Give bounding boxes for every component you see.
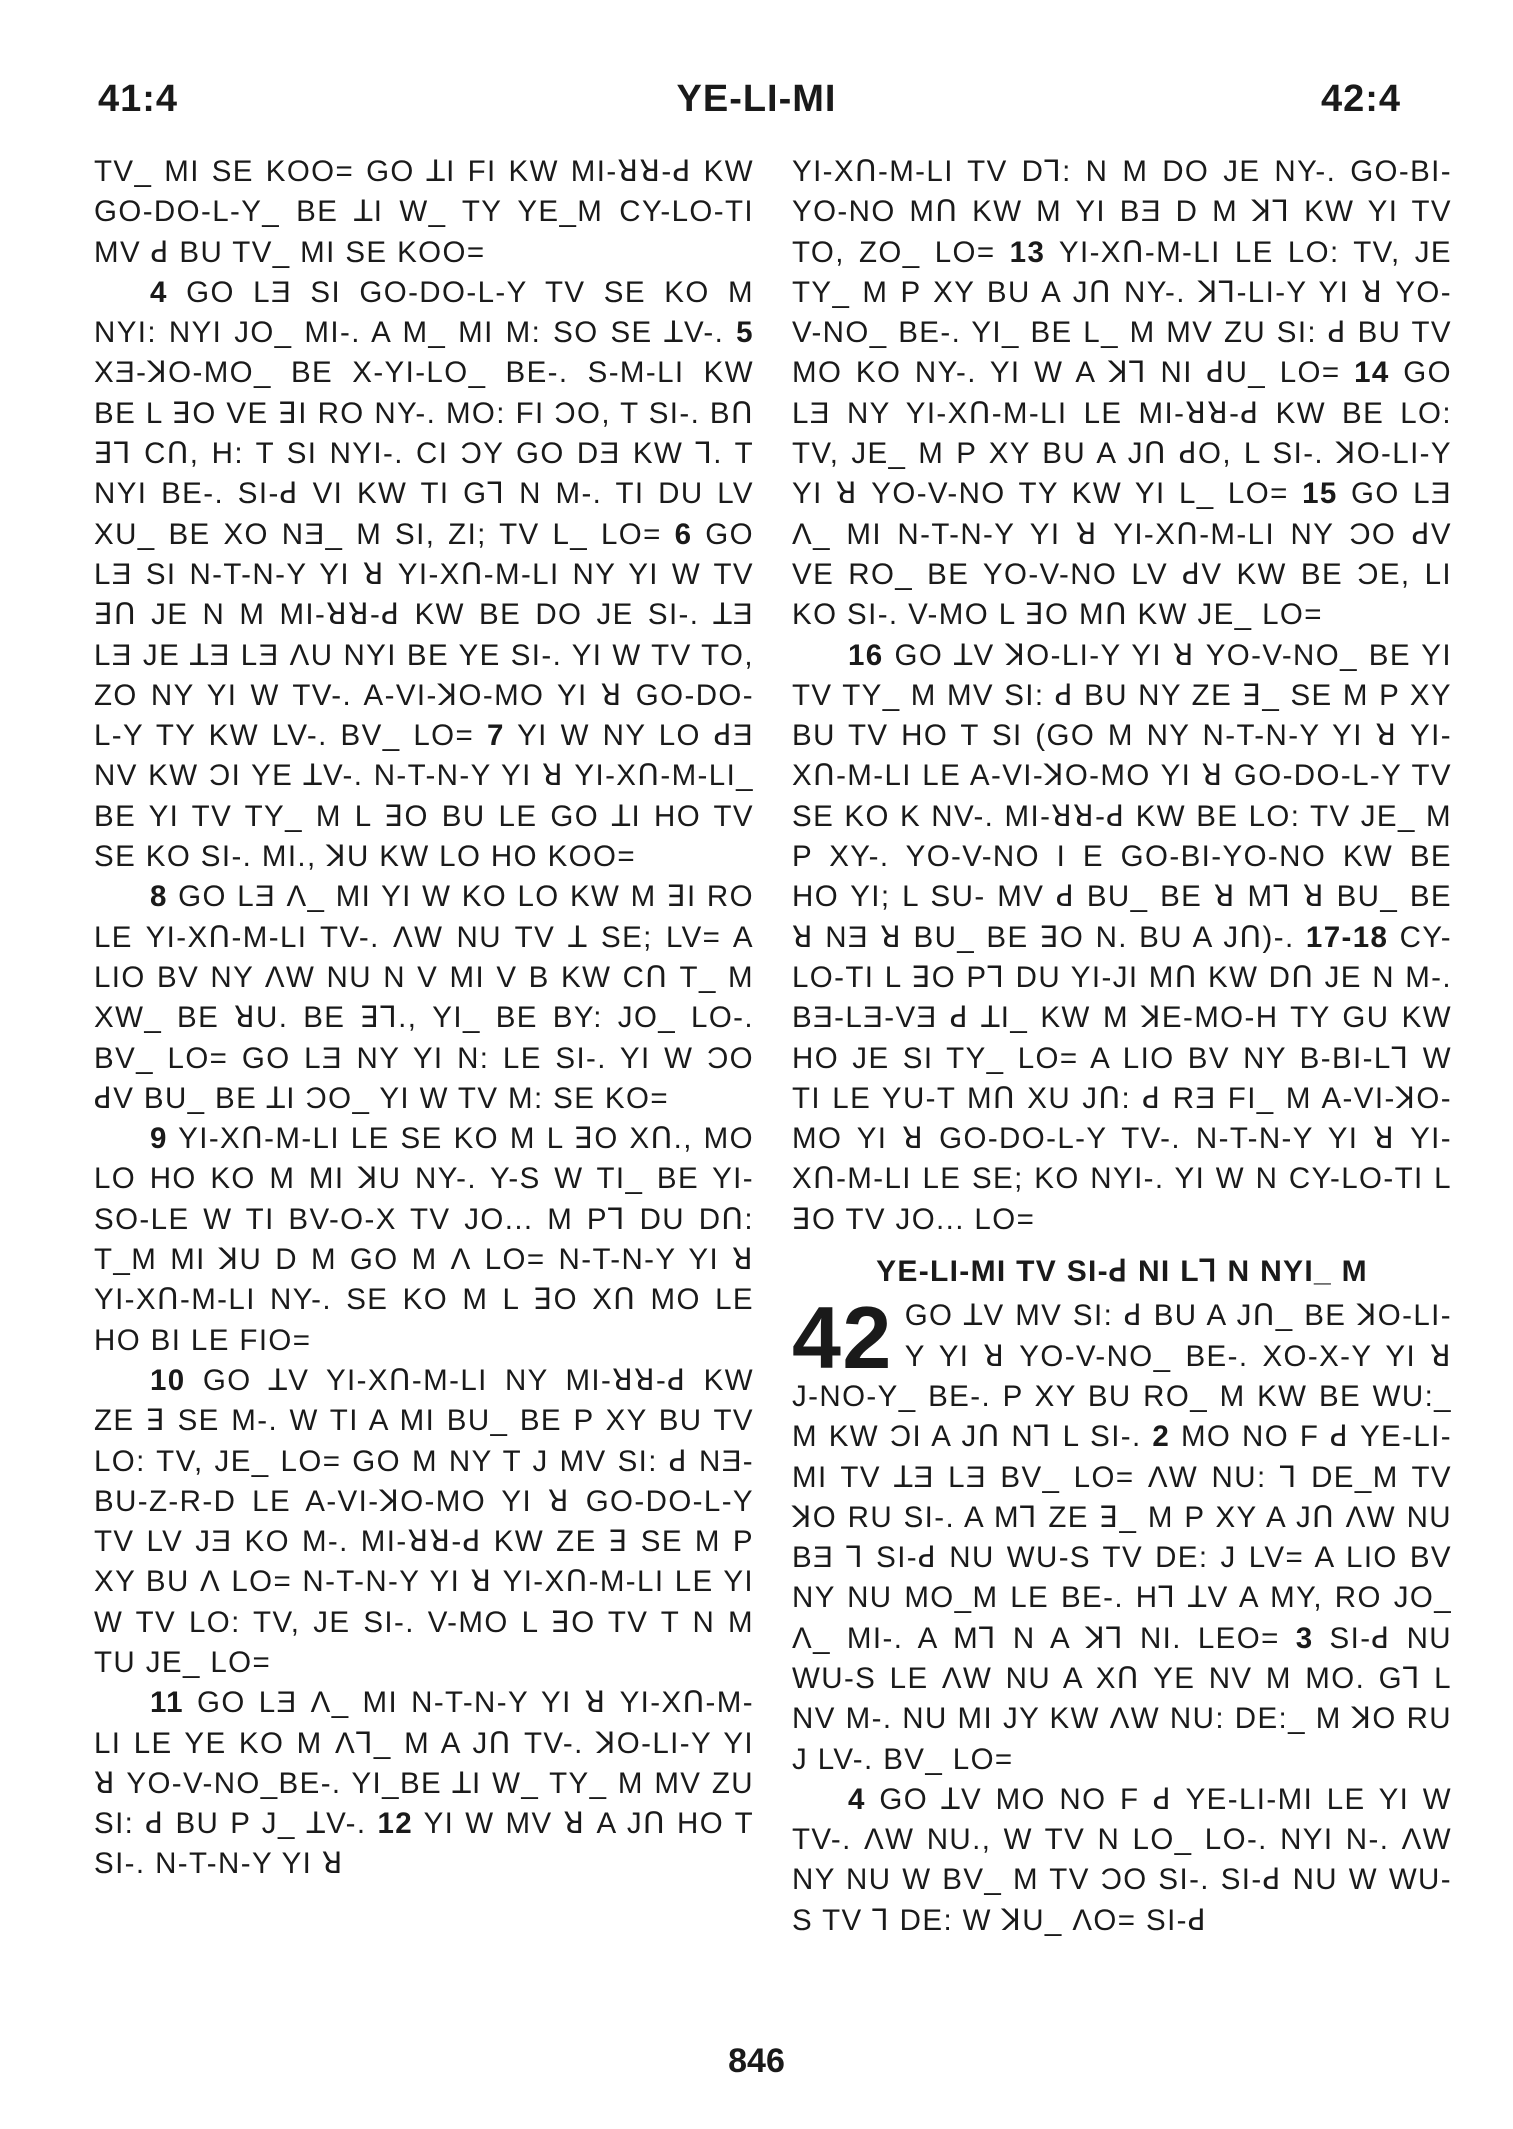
verse-paragraph — [94, 152, 754, 273]
verse-number: 14 — [1354, 356, 1390, 390]
verse-text: GO LƎ Ʌ_ MI YI W KO LO KW M ꓱI RO LE YI-XՈ-M-LI TV-. ɅW NU TV ꓕ SE; LV= A LIO BV NY ɅW NU N V MI V B KW CՈ T_ M XW_ BE ꓤU. BE ꓱ⅂., YI_ BE BY: JO_ LO-. BV_ LO= GO LƎ NY YI N: LE SI-. YI W ƆO ꓒV BU_ BE ꓕI ƆO_ YI W TV M: SE KO= — [94, 880, 754, 1115]
verse-paragraph — [94, 1683, 754, 1884]
verse-text: GO LƎ SI GO-DO-L-Y TV SE KO M NYI: NYI JO_ MI-. A M_ MI M: SO SE ꓕV-. — [94, 275, 754, 350]
verse-text: GO ꓕV YI-XՈ-M-LI NY MI-ꓤꓤ-ꓒ KW ZE ꓱ SE M-. W TI A MI BU_ BE P XY BU TV LO: TV, JE_ LO= GO M NY T J MV SI: ꓒ NƎ-BU-Z-R-D LE A-VI-ꓘO-MO YI ꓤ GO-DO-L-Y TV LV JƎ KO M-. MI-ꓤꓤ-ꓒ KW ZE ꓱ SE M P XY BU Ʌ LO= N-T-N-Y YI ꓤ YI-XՈ-M-LI LE YI W TV LO: TV, JE SI-. V-MO L ꓱO TV T N M TU JE_ LO= — [94, 1363, 754, 1679]
verse-number: 11 — [150, 1686, 184, 1720]
verse-text: XƎ-ꓘO-MO_ BE X-YI-LO_ BE-. S-M-LI KW BE L ꓱO VE ꓱI RO NY-. MO: FI ƆO, T SI-. BՈ ꓱ⅂ CՈ, H: T SI NYI-. CI ƆY GO DƎ KW ⅂. T NYI BE-. SI-ꓒ VI KW TI G⅂ N M-. TI DU LV XU_ BE XO NƎ_ M SI, ZI; TV L_ LO= — [94, 356, 754, 551]
verse-text: YI W MV ꓤ A JՈ HO T SI-. N-T-N-Y YI ꓤ — [94, 1807, 754, 1881]
verse-text: SI-ꓒ NU WU-S LE ɅW NU A XՈ YE NV M MO. G⅂ L NV M-. NU MI JY KW ɅW NU: DE:_ M ꓘO RU J LV-. BV_ LO= — [792, 1621, 1452, 1776]
verse-number: 4 — [848, 1782, 866, 1816]
verse-text: GO LƎ SI N-T-N-Y YI ꓤ YI-XՈ-M-LI NY YI W TV ꓱՈ JE N M MI-ꓤꓤ-ꓒ KW BE DO JE SI-. ꓕƎ LƎ JE ꓕƎ LƎ ɅU NYI BE YE SI-. YI W TV TO, ZO NY YI W TV-. A-VI-ꓘO-MO YI ꓤ GO-DO-L-Y TY KW LV-. BV_ LO= — [94, 517, 754, 753]
verse-text: YI W NY LO ꓒƎ NV KW ƆI YE ꓕV-. N-T-N-Y YI ꓤ YI-XՈ-M-LI_ BE YI TV TY_ M L ꓱO BU LE GO ꓕI HO TV SE KO SI-. MI., ꓘU KW LO HO KOO= — [94, 719, 754, 874]
chapter-opening-paragraph — [792, 1288, 1452, 1780]
verse-text: YI-XՈ-M-LI TV D⅂: N M DO JE NY-. GO-BI-YO-NO MՈ KW M YI BƎ D M ꓘ⅂ KW YI TV TO, ZO_ LO= — [792, 155, 1452, 269]
verse-paragraph — [94, 1119, 754, 1361]
verse-text: YI-XՈ-M-LI LE SE KO M L ꓱO XՈ., MO LO HO KO M MI ꓘU NY-. Y-S W TI_ BE YI-SO-LE W TI BV-O-X TV JO... M P⅂ DU DՈ: T_M MI ꓘU D M GO M Ʌ LO= N-T-N-Y YI ꓤ YI-XՈ-M-LI NY-. SE KO M L ꓱO XՈ MO LE HO BI LE FIO= — [94, 1122, 754, 1357]
verse-paragraph — [94, 1361, 754, 1683]
verse-paragraph — [94, 877, 754, 1119]
verse-text: CY-LO-TI L ꓱO P⅂ DU YI-JI MՈ KW DՈ JE N M-. BƎ-LƎ-VƎ ꓒ ꓕI_ KW M ꓘE-MO-H TY GU KW HO JE SI TY_ LO= A LIO BV NY B-BI-L⅂ W TI LE YU-T MՈ XU JՈ: ꓒ RƎ FI_ M A-VI-ꓘO-MO YI ꓤ GO-DO-L-Y TV-. N-T-N-Y YI ꓤ YI-XՈ-M-LI LE SE; KO NYI-. YI W N CY-LO-TI L ꓱO TV JO... LO= — [792, 920, 1452, 1236]
verse-number: 16 — [848, 638, 884, 672]
left-text-column — [94, 152, 754, 1885]
verse-text: GO LƎ NY YI-XՈ-M-LI LE MI-ꓤꓤ-ꓒ KW BE LO: TV, JE_ M P XY BU A JՈ ꓒO, L SI-. ꓘO-LI-Y YI ꓤ YO-V-NO TY KW YI L_ LO= — [792, 356, 1452, 511]
verse-text: YI-XՈ-M-LI LE LO: TV, JE TY_ M P XY BU A JՈ NY-. ꓘ⅂-LI-Y YI ꓤ YO-V-NO_ BE-. YI_ BE L_ M MV ZU SI: ꓒ BU TV MO KO NY-. YI W A ꓘ⅂ NI ꓒU_ LO= — [792, 235, 1452, 390]
verse-number: 5 — [736, 316, 754, 350]
verse-number: 2 — [1152, 1420, 1171, 1454]
verse-number: 8 — [150, 880, 168, 914]
book-title: YE-LI-MI — [676, 78, 837, 120]
verse-text: GO ꓕV ꓘO-LI-Y YI ꓤ YO-V-NO_ BE YI TV TY_ M MV SI: ꓒ BU NY ZE ꓱ_ SE M P XY BU TV HO T SI (GO M NY N-T-N-Y YI ꓤ YI-XՈ-M-LI LE A-VI-ꓘO-MO YI ꓤ GO-DO-L-Y TV SE KO K NV-. MI-ꓤꓤ-ꓒ KW BE LO: TV JE_ M P XY-. YO-V-NO I E GO-BI-YO-NO KW BE HO YI; L SU- MV ꓒ BU_ BE ꓤ M⅂ ꓤ BU_ BE ꓤ NƎ ꓤ BU_ BE ꓱO N. BU A JՈ)-. — [792, 638, 1452, 954]
verse-paragraph — [792, 1780, 1452, 1941]
verse-text: GO LƎ Ʌ_ MI N-T-N-Y YI ꓤ YI-XՈ-M-LI LE YE KO M Ʌ⅂_ M A JՈ TV-. ꓘO-LI-Y YI ꓤ YO-V-NO_BE-. YI_BE ꓕI W_ TY_ M MV ZU SI: ꓒ BU P J_ ꓕV-. — [94, 1686, 754, 1841]
verse-number: 12 — [377, 1807, 414, 1841]
verse-text: TV_ MI SE KOO= GO ꓕI FI KW MI-ꓤꓤ-ꓒ KW GO-DO-L-Y_ BE ꓕI W_ TY YE_M CY-LO-TI MV ꓒ BU TV_ MI SE KOO= — [94, 155, 754, 269]
verse-number: 13 — [1009, 235, 1046, 269]
verse-number: 6 — [674, 517, 693, 551]
section-heading: YE-LI-MI TV SI-ꓒ NI L⅂ N NYI_ M — [876, 1255, 1368, 1289]
verse-text: GO ꓕV MO NO F ꓒ YE-LI-MI LE YI W TV-. ɅW NU., W TV N LO_ LO-. NYI N-. ɅW NY NU W BV_ M TV ƆO SI-. SI-ꓒ NU W WU-S TV ⅂ DE: W ꓘU_ ɅO= SI-ꓒ — [792, 1782, 1452, 1937]
verse-paragraph — [792, 152, 1452, 636]
right-chapter-verse-ref: 42:4 — [1320, 78, 1401, 120]
verse-number: 3 — [1295, 1621, 1314, 1655]
right-text-column — [792, 152, 1452, 1941]
verse-number: 9 — [150, 1122, 168, 1156]
verse-number: 10 — [150, 1363, 186, 1397]
verse-paragraph — [792, 636, 1452, 1240]
verse-text: MO NO F ꓒ YE-LI-MI TV ꓕƎ LƎ BV_ LO= ɅW NU: ⅂ DE_M TV ꓘO RU SI-. A M⅂ ZE ꓱ_ M P XY A JՈ ɅW NU BƎ ⅂ SI-ꓒ NU WU-S TV DE: J LV= A LIO BV NY NU MO_M LE BE-. H⅂ ꓕV A MY, RO JO_ Ʌ_ MI-. A M⅂ N A ꓘ⅂ NI. LEO= — [792, 1420, 1452, 1655]
verse-paragraph — [94, 273, 754, 877]
verse-text: GO ꓕV MV SI: ꓒ BU A JՈ_ BE ꓘO-LI-Y YI ꓤ YO-V-NO_ BE-. XO-X-Y YI ꓤ J-NO-Y_ BE-. P XY BU RO_ M KW BE WU:_ M KW ƆI A JՈ N⅂ L SI-. — [792, 1299, 1452, 1454]
verse-number: 17-18 — [1305, 920, 1389, 954]
verse-number: 7 — [486, 719, 505, 753]
left-chapter-verse-ref: 41:4 — [98, 78, 179, 120]
chapter-number: 42 — [792, 1288, 893, 1388]
verse-number: 4 — [150, 275, 168, 309]
page-number: 846 — [728, 2042, 785, 2080]
verse-number: 15 — [1302, 477, 1338, 511]
verse-text: GO LƎ Ʌ_ MI N-T-N-Y YI ꓤ YI-XՈ-M-LI NY ƆO ꓒV VE RO_ BE YO-V-NO LV ꓒV KW BE ƆE, LI KO SI-. V-MO L ꓱO MՈ KW JE_ LO= — [792, 477, 1452, 632]
